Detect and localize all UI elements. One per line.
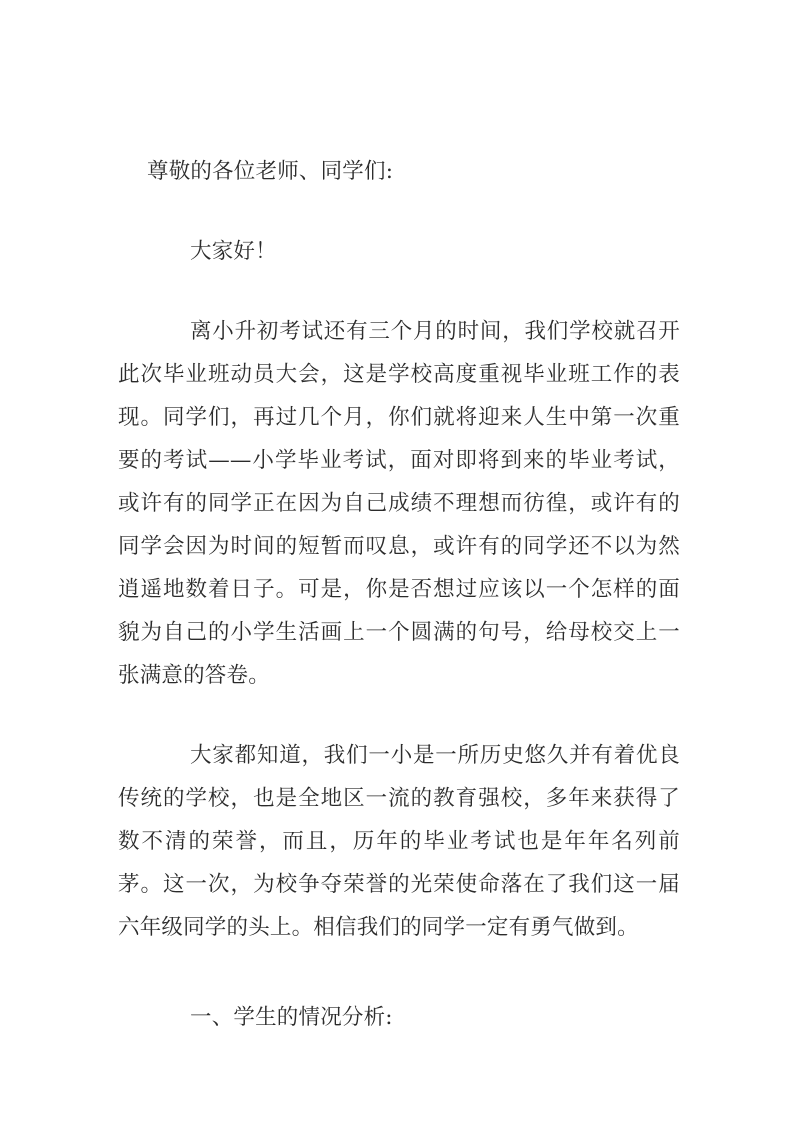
salutation-line: 尊敬的各位老师、同学们:	[147, 159, 394, 184]
paragraph-2: 大家都知道，我们一小是一所历史悠久并有着优良传统的学校，也是全地区一流的教育强校，多年来获得了数不清的荣誉，而且，历年的毕业考试也是年年名列前茅。这一次，为校争夺荣誉的光荣使命落在了我们这一届六年级同学的头上。相信我们的同学一定有勇气做到。	[118, 743, 680, 940]
greeting-line: 大家好！	[190, 239, 277, 264]
section-heading-1: 一、学生的情况分析:	[190, 1005, 393, 1030]
document-body	[118, 150, 680, 1039]
paragraph-1: 离小升初考试还有三个月的时间，我们学校就召开此次毕业班动员大会，这是学校高度重视毕业班工作的表现。同学们，再过几个月，你们就将迎来人生中第一次重要的考试——小学毕业考试，面对即将到来的毕业考试，或许有的同学正在因为自己成绩不理想而彷徨，或许有的同学会因为时间的短暂而叹息，或许有的同学还不以为然逍遥地数着日子。可是，你是否想过应该以一个怎样的面貌为自己的小学生活画上一个圆满的句号，给母校交上一张满意的答卷。	[118, 319, 680, 688]
